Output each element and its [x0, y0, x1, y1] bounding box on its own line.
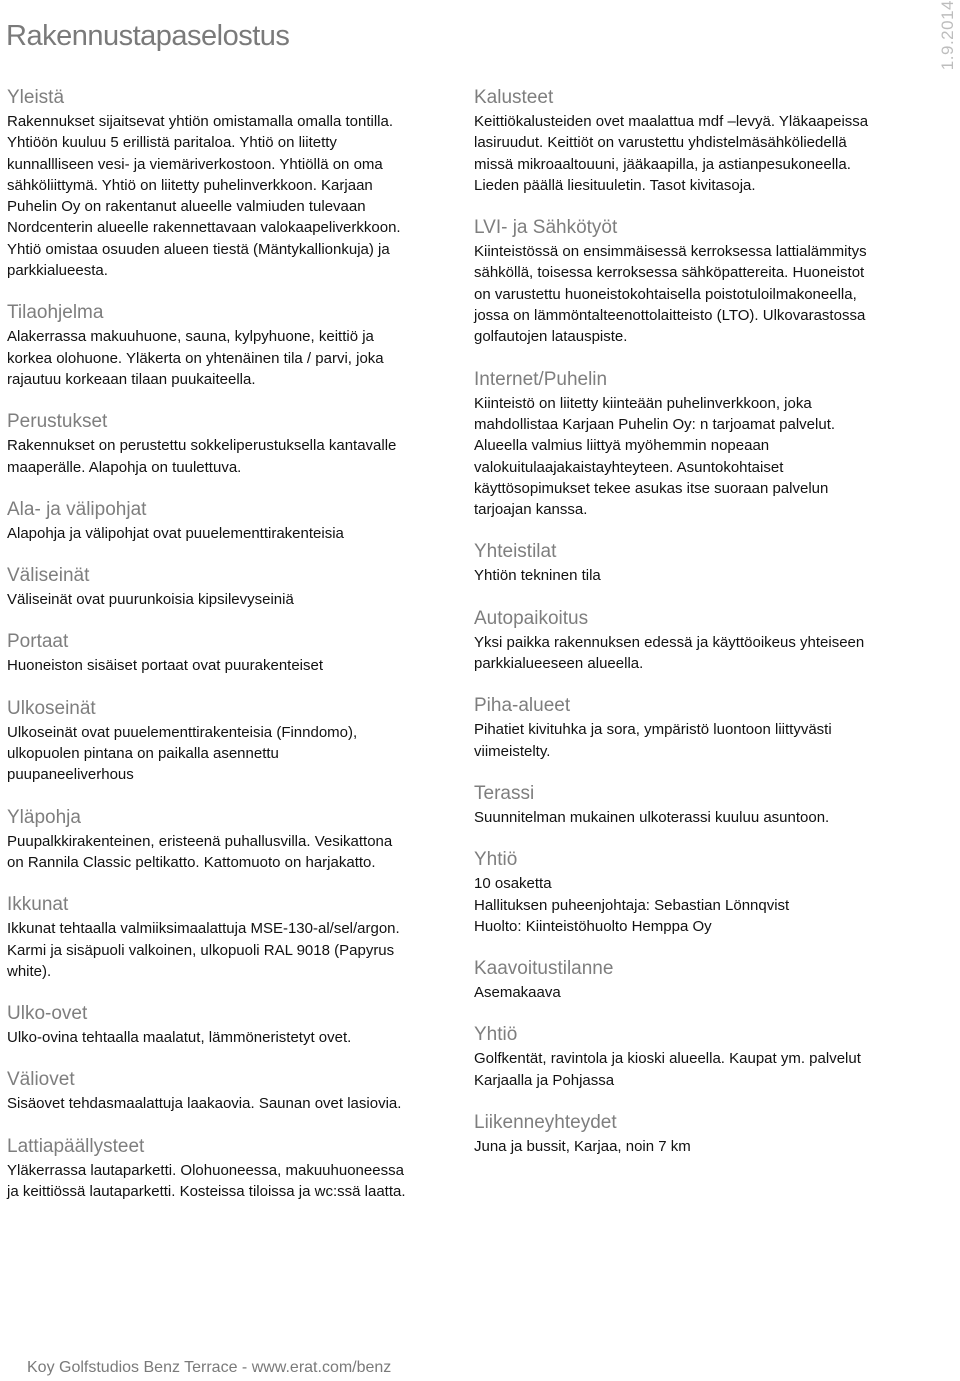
left-column [7, 86, 407, 1222]
section-line: Huolto: Kiinteistöhuolto Hemppa Oy [474, 917, 712, 935]
section-kaavoitustilanne [474, 957, 874, 1003]
section-heading: Väliovet [7, 1069, 75, 1091]
section-text: Kiinteistössä on ensimmäisessä kerroksessa lattialämmitys sähköllä, toisessa kerroksessa sähköpattereita. Huoneistot on varustettu huoneistokohtaisella poistotuloilmakoneella, jossa on lämmöntalteenottolaitteisto (LTO). Ulkovarastossa golfautojen latauspiste. [474, 243, 867, 346]
section-text: Ikkunat tehtaalla valmiiksimaalattuja MSE-130-al/sel/argon. Karmi ja sisäpuoli valkoinen, ulkopuoli RAL 9018 (Papyrus white). [7, 920, 400, 980]
right-column [474, 86, 874, 1177]
section-text: Kiinteistö on liitetty kiinteään puhelinverkkoon, joka mahdollistaa Karjaan Puhelin Oy: n tarjoamat palvelut. Alueella valmius liittyä myöhemmin nopeaan valokuitulaajakaistayhteyteen. Asuntokohtaiset käyttösopimukset tekee asukas itse suoraan palvelun tarjoajan kanssa. [474, 394, 836, 519]
section-yhteistilat [474, 540, 874, 586]
section-text: Juna ja bussit, Karjaa, noin 7 km [474, 1138, 691, 1156]
section-heading: Perustukset [7, 411, 108, 433]
section-text: Suunnitelman mukainen ulkoterassi kuuluu asuntoon. [474, 808, 830, 826]
section-tilaohjelma [7, 301, 407, 390]
section-text: Puupalkkirakenteinen, eristeenä puhallusvilla. Vesikattona on Rannila Classic peltikatto. Kattomuoto on harjakatto. [7, 832, 393, 871]
section-text: Yksi paikka rakennuksen edessä ja käyttöoikeus yhteiseen parkkialueeseen alueella. [474, 633, 865, 673]
section-text: Rakennukset sijaitsevat yhtiön omistamalla omalla tontilla. Yhtiöön kuuluu 5 erillistä paritaloa. Yhtiö on liitetty kunnallliseen vesi- ja viemäriverkostoon. Yhtiöllä on oma sähköliittymä. Yhtiö on liitetty puhelinverkkoon. Karjaan Puhelin Oy on rakentanut alueelle valmiuden tulevaan Nordcenterin alueelle rakennettavaan valokaapeliverkkoon. Yhtiö omistaa osuuden alueen tiestä (Mäntykallionkuja) ja parkkialueesta. [7, 113, 401, 280]
section-piha-alueet [474, 694, 874, 762]
section-liikenneyhteydet [474, 1111, 874, 1157]
section-text: Huoneiston sisäiset portaat ovat puurakenteiset [7, 657, 324, 675]
section-heading: Ala- ja välipohjat [7, 498, 147, 520]
section-ulko-ovet [7, 1002, 407, 1048]
section-text: Golfkentät, ravintola ja kioski alueella. Kaupat ym. palvelut Karjaalla ja Pohjassa [474, 1050, 861, 1089]
section-autopaikoitus [474, 607, 874, 675]
section-text: Alapohja ja välipohjat ovat puuelementtirakenteisia [7, 524, 344, 542]
section-text: Yhtiön tekninen tila [474, 567, 601, 585]
section-text: Alakerrassa makuuhuone, sauna, kylpyhuone, keittiö ja korkea olohuone. Yläkerta on yhtenäinen tila / parvi, joka rajautuu korkeaan tilaan puukaiteella. [7, 328, 384, 388]
section-heading: Autopaikoitus [474, 607, 589, 629]
section-heading: Yläpohja [7, 806, 81, 828]
section-text: Asemakaava [474, 984, 561, 1002]
section-heading: Portaat [7, 631, 69, 653]
section-text: Pihatiet kivituhka ja sora, ympäristö luontoon liittyvästi viimeistelty. [474, 721, 832, 760]
section-heading: Kaavoitustilanne [474, 958, 614, 980]
document-date: 1.9.2014 [938, 0, 957, 71]
section-ikkunat [7, 893, 407, 982]
section-terassi [474, 782, 874, 828]
section-heading: Väliseinät [7, 565, 90, 587]
section-lattiapaallysteet [7, 1135, 407, 1203]
section-text: Keittiökalusteiden ovet maalattua mdf –levyä. Yläkaapeissa lasiruudut. Keittiöt on varustettu yhdistelmäsähköliedellä missä mikroaaltouuni, jääkaapilla, ja astianpesukoneella. Lieden päällä liesituuletin. Tasot kivitasoja. [474, 113, 869, 194]
document-title: Rakennustapaselostus [6, 20, 290, 52]
section-heading: Kalusteet [474, 87, 554, 108]
section-heading: Ikkunat [7, 894, 69, 916]
section-portaat [7, 630, 407, 676]
section-yhtio-palvelut [474, 1023, 874, 1091]
section-ylapohja [7, 806, 407, 874]
section-kalusteet [474, 86, 874, 196]
section-heading: Ulkoseinät [7, 697, 96, 719]
section-heading: Piha-alueet [474, 695, 571, 717]
section-text: Yläkerrassa lautaparketti. Olohuoneessa, makuuhuoneessa ja keittiössä lautaparketti. Kosteissa tiloissa ja wc:ssä laatta. [7, 1161, 406, 1201]
section-valiovet [7, 1068, 407, 1114]
section-internet-puhelin [474, 368, 874, 521]
section-heading: Lattiapäällysteet [7, 1135, 145, 1157]
section-heading: Ulko-ovet [7, 1003, 88, 1025]
section-perustukset [7, 410, 407, 478]
section-yleista [7, 86, 407, 281]
section-heading: Tilaohjelma [7, 302, 104, 324]
section-lvi-ja-sahkotyot [474, 216, 874, 347]
section-heading: Terassi [474, 782, 535, 804]
section-text: Ulko-ovina tehtaalla maalatut, lämmöneristetyt ovet. [7, 1029, 352, 1047]
section-ala-ja-valipohjat [7, 498, 407, 544]
section-heading: Yhtiö [474, 849, 518, 871]
section-heading: Yhteistilat [474, 541, 557, 563]
section-ulkoseinat [7, 697, 407, 786]
section-yhtio [474, 848, 874, 937]
section-heading: Yleistä [7, 87, 65, 108]
section-text: Rakennukset on perustettu sokkeliperustuksella kantavalle maaperälle. Alapohja on tuulettuva. [7, 437, 397, 476]
footer-text: Koy Golfstudios Benz Terrace - www.erat.com/benz [27, 1359, 392, 1376]
section-heading: LVI- ja Sähkötyöt [474, 217, 618, 239]
section-text: Sisäovet tehdasmaalattuja laakaovia. Saunan ovet lasiovia. [7, 1095, 402, 1113]
section-text: Väliseinät ovat puurunkoisia kipsilevyseiniä [7, 591, 294, 609]
section-heading: Internet/Puhelin [474, 368, 608, 390]
section-line: 10 osaketta [474, 875, 552, 893]
section-line: Hallituksen puheenjohtaja: Sebastian Lönnqvist [474, 896, 790, 914]
section-text: Ulkoseinät ovat puuelementtirakenteisia (Finndomo), ulkopuolen pintana on paikalla asennettu puupaneeliverhous [7, 723, 358, 784]
section-valiseinat [7, 564, 407, 610]
section-heading: Yhtiö [474, 1024, 518, 1046]
section-heading: Liikenneyhteydet [474, 1112, 617, 1134]
